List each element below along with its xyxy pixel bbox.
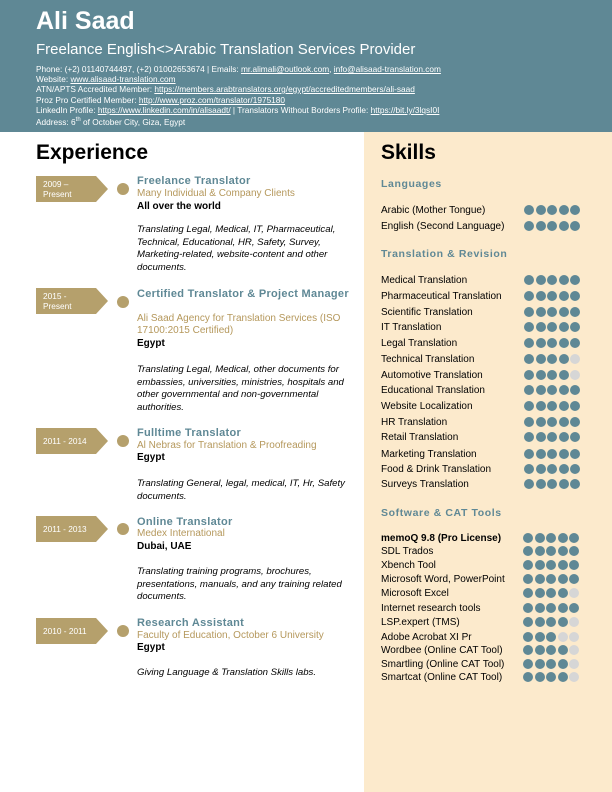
rating-dot-filled (547, 307, 557, 317)
skill-name: Microsoft Word, PowerPoint (381, 574, 505, 585)
rating-dot-filled (535, 533, 545, 543)
rating-dot-filled (536, 401, 546, 411)
rating-dot-filled (536, 322, 546, 332)
job-description: Translating General, legal, medical, IT, Hr, Safety documents. (137, 478, 345, 502)
job-organization: Ali Saad Agency for Translation Services (ISO 17100:2015 Certified) (137, 313, 341, 336)
rating-dot-filled (570, 417, 580, 427)
timeline-dot (117, 523, 129, 535)
rating-dot-filled (558, 560, 568, 570)
skill-rating (524, 220, 580, 233)
skill-category-title: Translation & Revision (381, 248, 508, 260)
date-tag (36, 618, 108, 644)
skill-row (381, 463, 601, 476)
skill-rating (524, 431, 580, 444)
rating-dot-filled (559, 417, 569, 427)
timeline-dot (117, 435, 129, 447)
skill-row (381, 400, 601, 413)
skill-name: Microsoft Excel (381, 588, 449, 599)
website-label: Website: (36, 74, 71, 84)
skill-row (381, 616, 601, 629)
rating-dot-filled (569, 533, 579, 543)
skill-name: IT Translation (381, 322, 442, 333)
rating-dot-filled (536, 385, 546, 395)
rating-dot-filled (559, 354, 569, 364)
skill-rating (524, 448, 580, 461)
skill-name: Scientific Translation (381, 307, 473, 318)
rating-dot-filled (547, 354, 557, 364)
website-link[interactable]: www.alisaad-translation.com (70, 74, 176, 84)
skill-row (381, 204, 601, 217)
rating-dot-filled (523, 645, 533, 655)
rating-dot-empty (569, 617, 579, 627)
rating-dot-filled (536, 338, 546, 348)
skill-row (381, 644, 601, 657)
skill-rating (524, 306, 580, 319)
rating-dot-filled (547, 479, 557, 489)
experience-heading: Experience (36, 141, 149, 164)
rating-dot-filled (546, 533, 556, 543)
rating-dot-filled (558, 645, 568, 655)
address-prefix: Address: 6 (36, 116, 76, 127)
skill-rating (523, 532, 579, 545)
rating-dot-filled (570, 464, 580, 474)
skill-name: Pharmaceutical Translation (381, 291, 502, 302)
rating-dot-filled (536, 432, 546, 442)
rating-dot-filled (546, 632, 556, 642)
rating-dot-filled (558, 659, 568, 669)
rating-dot-filled (523, 588, 533, 598)
rating-dot-filled (570, 307, 580, 317)
atn-link[interactable]: https://members.arabtranslators.org/egypt/accreditedmembers/ali-saad (154, 84, 415, 94)
timeline-dot (117, 296, 129, 308)
skill-name: Surveys Translation (381, 479, 469, 490)
rating-dot-filled (546, 588, 556, 598)
rating-dot-filled (559, 479, 569, 489)
rating-dot-filled (524, 449, 534, 459)
rating-dot-filled (547, 370, 557, 380)
skill-row (381, 384, 601, 397)
skill-name: Adobe Acrobat XI Pr (381, 632, 472, 643)
rating-dot-filled (558, 603, 568, 613)
date-tag (36, 176, 108, 202)
rating-dot-filled (536, 417, 546, 427)
skill-row (381, 220, 601, 233)
rating-dot-filled (570, 401, 580, 411)
skill-row (381, 369, 601, 382)
rating-dot-filled (524, 291, 534, 301)
job-location: Egypt (137, 642, 165, 653)
skill-name: English (Second Language) (381, 221, 505, 232)
rating-dot-filled (570, 322, 580, 332)
job-title: Fulltime Translator (137, 427, 242, 439)
rating-dot-filled (546, 574, 556, 584)
skill-name: Arabic (Mother Tongue) (381, 205, 486, 216)
rating-dot-filled (569, 603, 579, 613)
rating-dot-filled (570, 479, 580, 489)
date-tag (36, 516, 108, 542)
date-text: 2015 - Present (43, 291, 72, 311)
job-location: All over the world (137, 201, 221, 212)
rating-dot-filled (559, 275, 569, 285)
rating-dot-filled (546, 560, 556, 570)
rating-dot-filled (536, 307, 546, 317)
job-description: Translating training programs, brochures, presentations, manuals, and any training related documents. (137, 566, 342, 602)
skill-rating (524, 204, 580, 217)
rating-dot-filled (524, 479, 534, 489)
skill-row (381, 532, 601, 545)
rating-dot-filled (524, 464, 534, 474)
address-line (36, 115, 185, 127)
skill-name: Technical Translation (381, 354, 475, 365)
rating-dot-filled (524, 401, 534, 411)
skill-rating (523, 602, 579, 615)
skill-name: Smartling (Online CAT Tool) (381, 659, 505, 670)
skill-name: Retail Translation (381, 432, 459, 443)
rating-dot-filled (547, 338, 557, 348)
skill-row (381, 353, 601, 366)
email-link-1[interactable]: mr.alimali@outlook.com (240, 64, 330, 74)
job-description: Translating Legal, Medical, other documents for embassies, universities, ministries, hospitals and other governmental and non-governmental authorities. (137, 364, 344, 413)
rating-dot-filled (546, 672, 556, 682)
rating-dot-filled (523, 603, 533, 613)
rating-dot-filled (559, 291, 569, 301)
rating-dot-empty (569, 659, 579, 669)
rating-dot-filled (547, 385, 557, 395)
rating-dot-filled (536, 275, 546, 285)
person-name: Ali Saad (36, 7, 135, 35)
date-tag (36, 288, 108, 314)
skill-name: Medical Translation (381, 275, 468, 286)
rating-dot-filled (569, 574, 579, 584)
rating-dot-filled (570, 275, 580, 285)
rating-dot-filled (524, 354, 534, 364)
skill-name: Legal Translation (381, 338, 458, 349)
job-title: Online Translator (137, 516, 233, 528)
skill-name: memoQ 9.8 (Pro License) (381, 533, 502, 544)
rating-dot-filled (558, 588, 568, 598)
rating-dot-empty (569, 645, 579, 655)
skill-rating (524, 416, 580, 429)
skill-row (381, 306, 601, 319)
skills-heading: Skills (381, 141, 436, 164)
rating-dot-filled (524, 275, 534, 285)
skill-name: LSP.expert (TMS) (381, 617, 460, 628)
rating-dot-filled (547, 205, 557, 215)
date-text: 2011 - 2013 (43, 524, 87, 534)
skill-name: Smartcat (Online CAT Tool) (381, 672, 503, 683)
rating-dot-filled (546, 546, 556, 556)
skill-name: HR Translation (381, 417, 448, 428)
skill-row (381, 658, 601, 671)
skill-rating (524, 478, 580, 491)
rating-dot-filled (547, 432, 557, 442)
skill-row (381, 587, 601, 600)
linkedin-label: LinkedIn Profile: (36, 105, 98, 115)
rating-dot-filled (523, 632, 533, 642)
rating-dot-filled (546, 603, 556, 613)
job-organization: Faculty of Education, October 6 University (137, 630, 324, 641)
rating-dot-empty (558, 632, 568, 642)
job-organization: Al Nebras for Translation & Proofreading (137, 440, 317, 451)
skill-row (381, 448, 601, 461)
skill-name: Marketing Translation (381, 449, 477, 460)
linkedin-link[interactable]: https://www.linkedin.com/in/alisaadt/ (97, 105, 231, 115)
rating-dot-filled (547, 464, 557, 474)
skill-row (381, 671, 601, 684)
skill-row (381, 416, 601, 429)
job-location: Egypt (137, 452, 165, 463)
twb-label: | Translators Without Borders Profile: (230, 105, 371, 115)
rating-dot-filled (558, 546, 568, 556)
skill-rating (523, 616, 579, 629)
rating-dot-filled (559, 338, 569, 348)
skill-row (381, 631, 601, 644)
skill-rating (523, 587, 579, 600)
rating-dot-filled (570, 291, 580, 301)
address-ordinal: th (75, 117, 81, 123)
job-title: Certified Translator & Project Manager (137, 288, 349, 300)
proz-link[interactable]: http://www.proz.com/translator/1975180 (138, 95, 286, 105)
skill-name: Automotive Translation (381, 370, 483, 381)
atn-line (36, 84, 415, 94)
proz-label: Proz Pro Certified Member: (36, 95, 139, 105)
rating-dot-filled (570, 205, 580, 215)
rating-dot-filled (523, 533, 533, 543)
job-location: Dubai, UAE (137, 541, 192, 552)
rating-dot-empty (570, 354, 580, 364)
skill-rating (523, 658, 579, 671)
rating-dot-filled (536, 354, 546, 364)
skill-name: Educational Translation (381, 385, 485, 396)
rating-dot-filled (546, 659, 556, 669)
rating-dot-filled (524, 221, 534, 231)
phone-label: Phone: (+2) 01140744497, (+2) 01002653674 | Emails: (36, 64, 241, 74)
rating-dot-filled (524, 307, 534, 317)
email-link-2[interactable]: info@alisaad-translation.com (333, 64, 441, 74)
skill-row (381, 337, 601, 350)
rating-dot-filled (547, 221, 557, 231)
rating-dot-filled (559, 401, 569, 411)
rating-dot-filled (523, 659, 533, 669)
job-organization: Many Individual & Company Clients (137, 188, 295, 199)
rating-dot-filled (559, 307, 569, 317)
skill-name: Internet research tools (381, 603, 481, 614)
rating-dot-filled (547, 291, 557, 301)
skill-row (381, 573, 601, 586)
skill-name: Food & Drink Translation (381, 464, 492, 475)
rating-dot-filled (559, 385, 569, 395)
skill-rating (524, 400, 580, 413)
rating-dot-filled (558, 617, 568, 627)
rating-dot-filled (559, 370, 569, 380)
job-title: Research Assistant (137, 617, 245, 629)
rating-dot-filled (523, 672, 533, 682)
rating-dot-filled (535, 617, 545, 627)
skill-rating (524, 463, 580, 476)
rating-dot-filled (547, 449, 557, 459)
rating-dot-filled (535, 672, 545, 682)
rating-dot-filled (559, 322, 569, 332)
skill-rating (524, 321, 580, 334)
rating-dot-filled (523, 574, 533, 584)
rating-dot-empty (569, 588, 579, 598)
rating-dot-filled (570, 338, 580, 348)
date-text: 2011 - 2014 (43, 436, 87, 446)
skill-rating (524, 290, 580, 303)
website-line (36, 74, 176, 84)
rating-dot-filled (570, 221, 580, 231)
skill-rating (523, 671, 579, 684)
skill-row (381, 602, 601, 615)
rating-dot-filled (535, 546, 545, 556)
rating-dot-filled (535, 659, 545, 669)
rating-dot-filled (546, 617, 556, 627)
rating-dot-filled (524, 417, 534, 427)
proz-line (36, 95, 285, 105)
skill-name: Wordbee (Online CAT Tool) (381, 645, 503, 656)
rating-dot-filled (524, 370, 534, 380)
rating-dot-filled (547, 401, 557, 411)
date-text: 2010 - 2011 (43, 626, 87, 636)
skill-rating (524, 369, 580, 382)
skill-name: Website Localization (381, 401, 473, 412)
rating-dot-filled (535, 588, 545, 598)
atn-label: ATN/APTS Accredited Member: (36, 84, 155, 94)
timeline-dot (117, 625, 129, 637)
rating-dot-filled (536, 291, 546, 301)
skill-rating (523, 644, 579, 657)
skill-name: SDL Trados (381, 546, 434, 557)
rating-dot-filled (570, 449, 580, 459)
rating-dot-filled (535, 632, 545, 642)
rating-dot-filled (535, 645, 545, 655)
rating-dot-filled (547, 322, 557, 332)
rating-dot-filled (535, 574, 545, 584)
header (0, 0, 612, 132)
job-location: Egypt (137, 338, 165, 349)
rating-dot-filled (524, 322, 534, 332)
rating-dot-filled (558, 533, 568, 543)
skill-name: Xbench Tool (381, 560, 436, 571)
skill-category-title: Languages (381, 178, 442, 190)
rating-dot-filled (524, 432, 534, 442)
skill-row (381, 274, 601, 287)
rating-dot-filled (547, 275, 557, 285)
skill-rating (523, 545, 579, 558)
job-title: Freelance Translator (137, 175, 251, 187)
rating-dot-filled (524, 385, 534, 395)
rating-dot-empty (569, 672, 579, 682)
skill-row (381, 478, 601, 491)
rating-dot-filled (536, 370, 546, 380)
skill-category-title: Software & CAT Tools (381, 507, 502, 519)
rating-dot-filled (559, 221, 569, 231)
rating-dot-filled (559, 464, 569, 474)
rating-dot-filled (535, 560, 545, 570)
skill-rating (524, 353, 580, 366)
rating-dot-filled (570, 432, 580, 442)
skill-rating (523, 559, 579, 572)
rating-dot-filled (569, 546, 579, 556)
job-organization: Medex International (137, 528, 225, 539)
rating-dot-filled (523, 546, 533, 556)
skill-rating (524, 337, 580, 350)
skill-rating (523, 573, 579, 586)
linkedin-line (36, 105, 439, 115)
job-description: Giving Language & Translation Skills labs. (137, 667, 317, 678)
date-text: 2009 – Present (43, 179, 72, 199)
timeline-dot (117, 183, 129, 195)
rating-dot-filled (523, 617, 533, 627)
rating-dot-filled (570, 385, 580, 395)
rating-dot-empty (570, 370, 580, 380)
rating-dot-filled (569, 560, 579, 570)
rating-dot-empty (569, 632, 579, 642)
rating-dot-filled (559, 205, 569, 215)
skill-row (381, 290, 601, 303)
skill-rating (524, 274, 580, 287)
skill-rating (524, 384, 580, 397)
skill-rating (523, 631, 579, 644)
rating-dot-filled (535, 603, 545, 613)
address-suffix: of October City, Giza, Egypt (80, 116, 186, 127)
rating-dot-filled (536, 464, 546, 474)
rating-dot-filled (523, 560, 533, 570)
rating-dot-filled (524, 205, 534, 215)
rating-dot-filled (559, 449, 569, 459)
rating-dot-filled (559, 432, 569, 442)
rating-dot-filled (546, 645, 556, 655)
job-headline: Freelance English<>Arabic Translation Services Provider (36, 41, 416, 58)
date-tag (36, 428, 108, 454)
rating-dot-filled (558, 672, 568, 682)
skill-row (381, 431, 601, 444)
rating-dot-filled (536, 449, 546, 459)
rating-dot-filled (524, 338, 534, 348)
skill-row (381, 559, 601, 572)
contact-phone-email-line (36, 64, 441, 74)
job-description: Translating Legal, Medical, IT, Pharmaceutical, Technical, Educational, HR, Safety, Survey, Marketing-related, website-content and other documents. (137, 224, 336, 273)
rating-dot-filled (536, 479, 546, 489)
twb-link[interactable]: https://bit.ly/3lqsI0I (370, 105, 440, 115)
rating-dot-filled (536, 221, 546, 231)
rating-dot-filled (558, 574, 568, 584)
rating-dot-filled (536, 205, 546, 215)
skill-row (381, 321, 601, 334)
email-separator: , (329, 64, 334, 74)
rating-dot-filled (547, 417, 557, 427)
skill-row (381, 545, 601, 558)
